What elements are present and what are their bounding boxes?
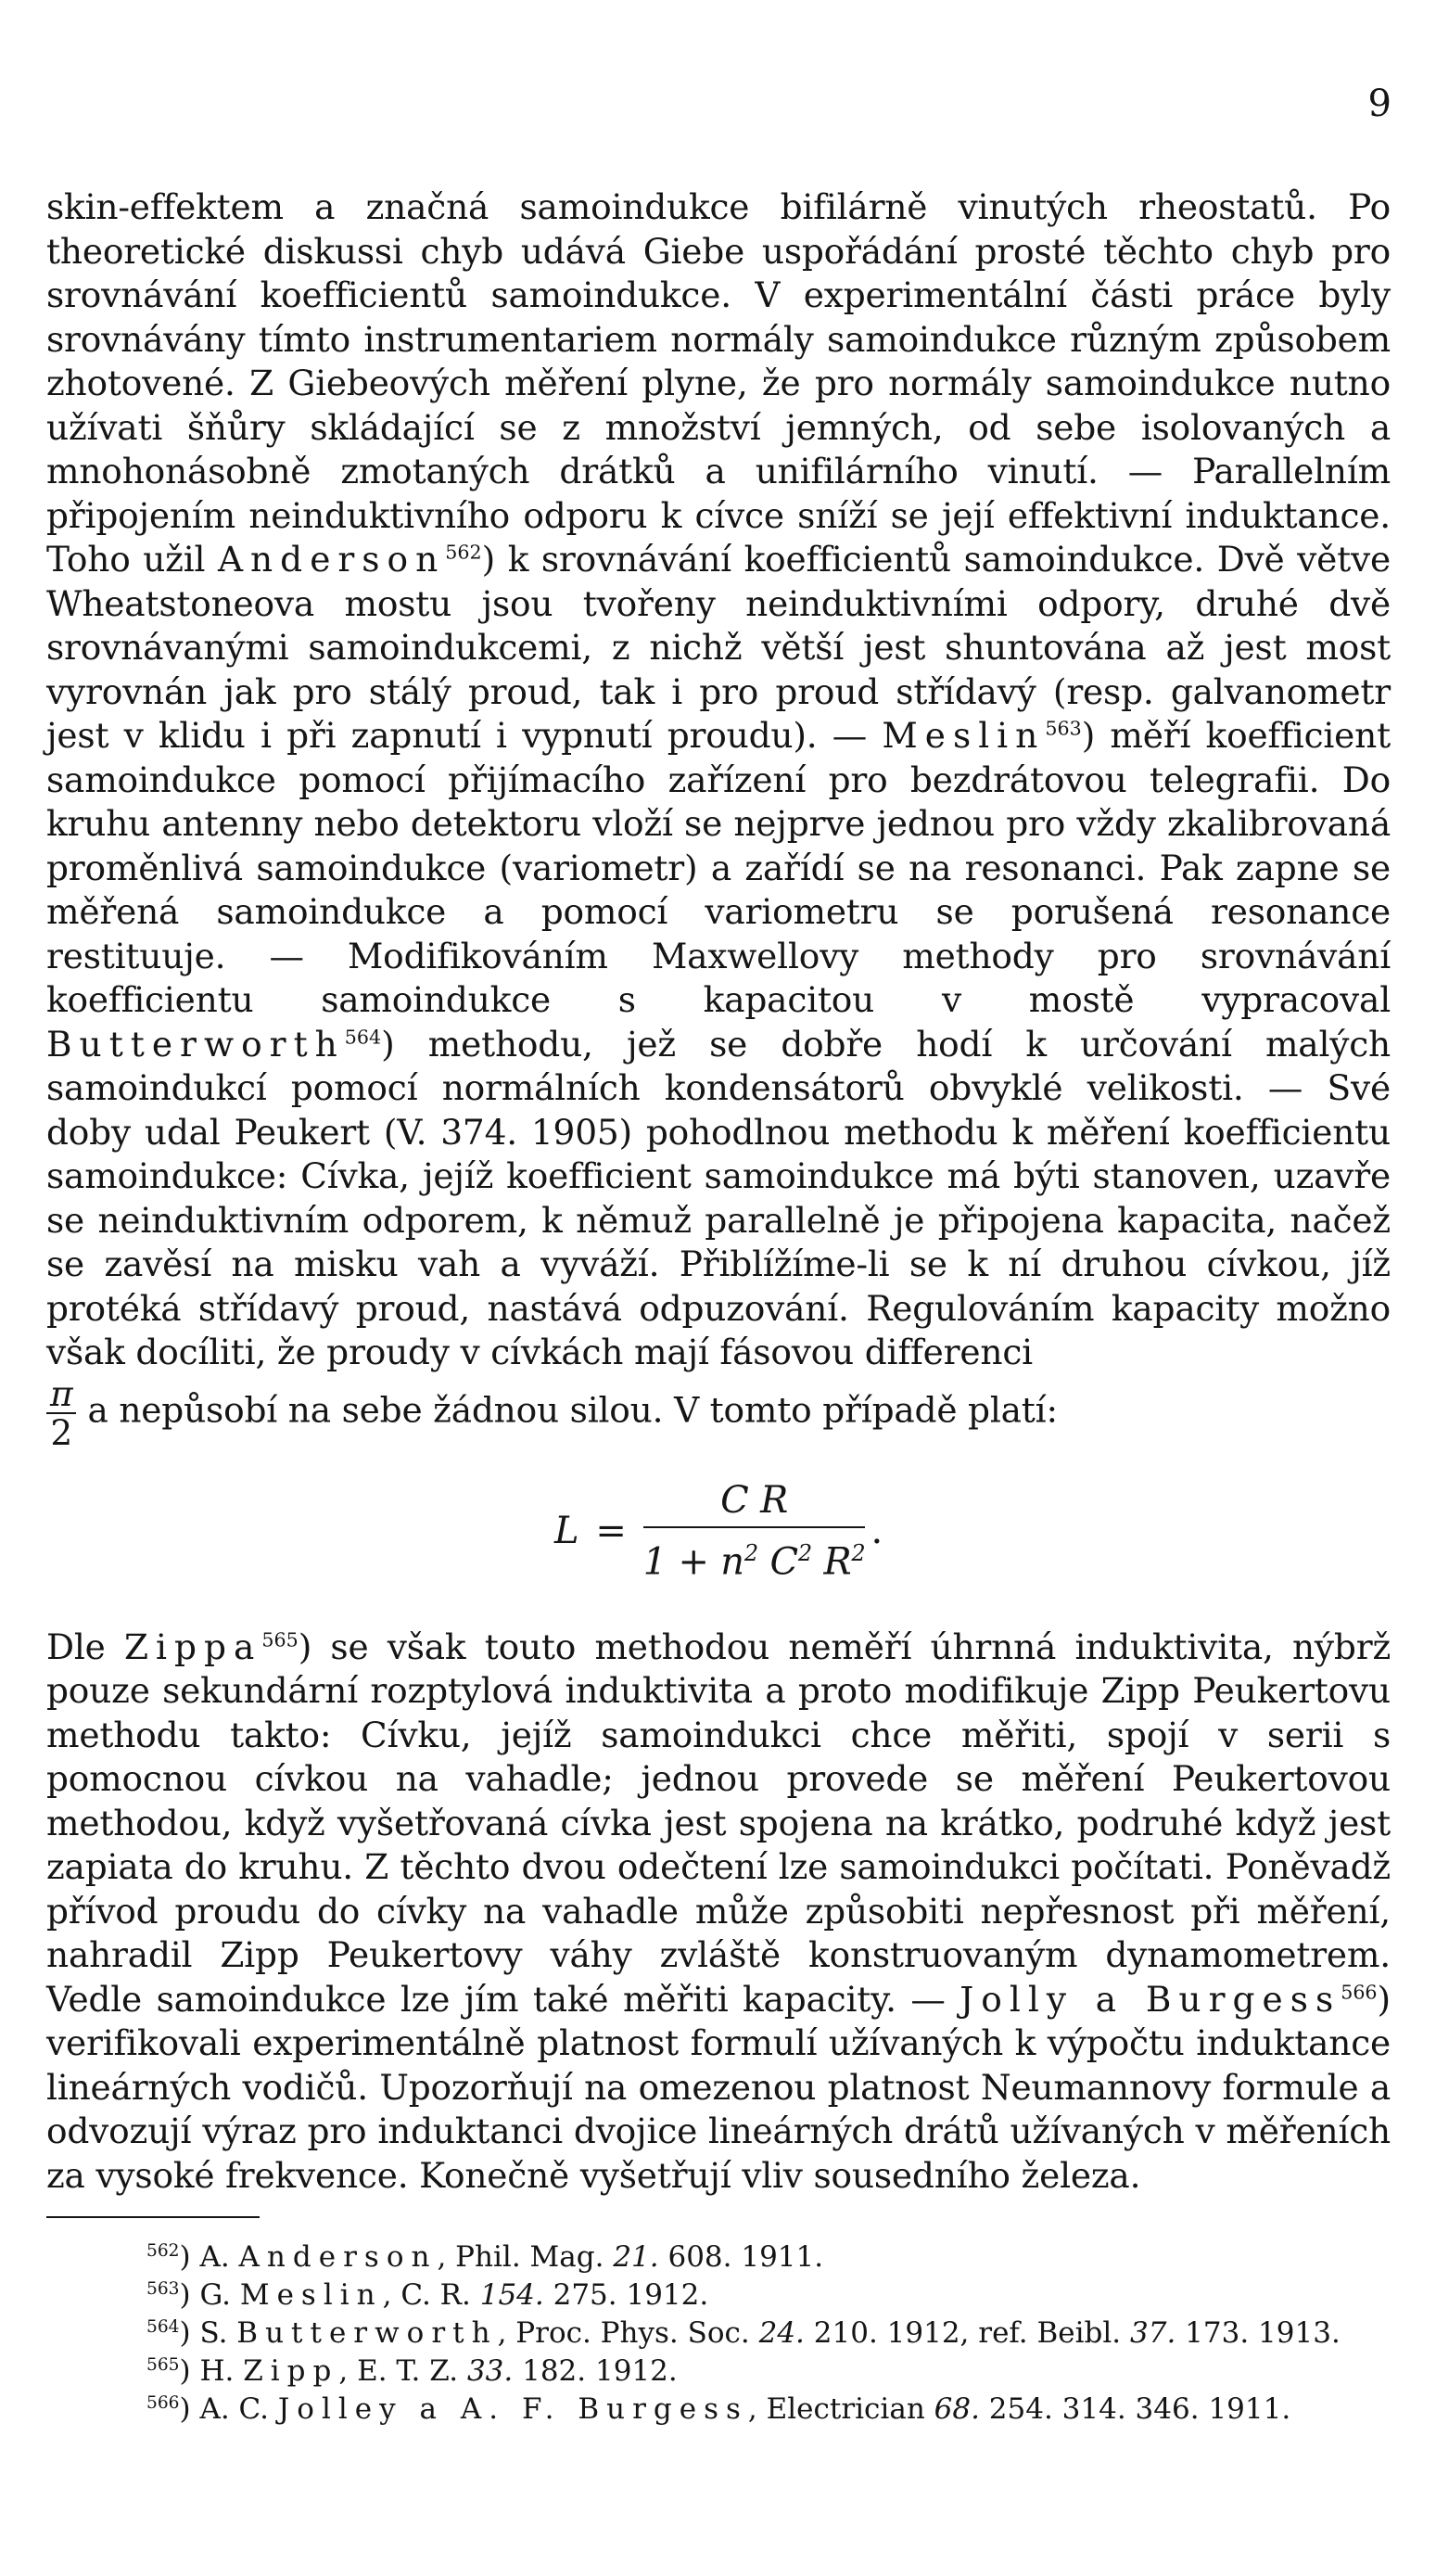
- footnote-ref-564[interactable]: 564: [344, 1026, 382, 1049]
- text-run: a nepůsobí na sebe žádnou silou. V tomto případě platí:: [87, 1389, 1058, 1430]
- footnote-ref-563[interactable]: 563: [1045, 717, 1082, 740]
- text-run: Dle: [46, 1626, 124, 1667]
- text-run: skin-effektem a značná samoindukce bifilárně vinutých rheostatů. Po theoretické diskussi chyb udává Giebe uspořádání prosté těchto chyb pro srovnávání koefficientů samoindukce. V experimentální části práce byly srovnávány tímto instrumentariem normály samoindukce různým způsobem zhotovené. Z Giebeových měření plyne, že pro normály samoindukce nutno užívati šňůry skládající se z množství jemných, od sebe isolovaných a mnohonásobně zmotaných drátků a unifilárního vinutí. — Parallelním připojením neinduktivního odporu k cívce sníží se její effektivní induktance. Toho užil: [46, 186, 1391, 580]
- author-zipp: Zippa: [123, 1626, 262, 1667]
- formula-exponent: 2: [743, 1540, 758, 1566]
- footnote-volume: 68.: [934, 2392, 980, 2426]
- formula-term: R: [811, 1540, 852, 1584]
- page-number: 9: [1367, 83, 1392, 125]
- fraction-pi-over-2: [46, 1372, 76, 1453]
- formula-denominator: [643, 1528, 866, 1585]
- footnote-text: ) S.: [179, 2316, 237, 2350]
- author-anderson: Anderson: [217, 539, 446, 580]
- footnote-divider: [46, 2216, 260, 2218]
- formula-exponent: 2: [797, 1540, 812, 1566]
- footnote-text: , Electrician: [747, 2392, 934, 2426]
- footnote-author: Zipp: [243, 2354, 339, 2388]
- footnote-563: [46, 2276, 1391, 2315]
- footnote-mark: 566: [146, 2392, 180, 2413]
- author-meslin: Meslin: [882, 715, 1046, 756]
- footnote-volume: 24.: [758, 2316, 805, 2350]
- footnotes: [46, 2238, 1391, 2429]
- footnote-volume: 37.: [1130, 2316, 1176, 2350]
- footnote-text: , Proc. Phys. Soc.: [497, 2316, 759, 2350]
- footnote-text: 182. 1912.: [513, 2354, 678, 2388]
- formula-equals: =: [595, 1509, 627, 1552]
- footnote-text: , Phil. Mag.: [437, 2240, 614, 2274]
- footnote-ref-566[interactable]: 566: [1341, 1981, 1378, 2004]
- footnote-ref-562[interactable]: 562: [445, 541, 482, 564]
- paragraph-2: [46, 1626, 1391, 2199]
- footnote-author: Jolley a A. F. Burgess: [277, 2392, 748, 2426]
- footnote-text: ) H.: [179, 2354, 244, 2388]
- footnote-562: [46, 2238, 1391, 2276]
- footnote-ref-565[interactable]: 565: [261, 1628, 299, 1651]
- footnote-565: [46, 2353, 1391, 2391]
- footnote-564: [46, 2315, 1391, 2353]
- footnote-text: , C. R.: [382, 2278, 480, 2312]
- fraction-denominator: 2: [50, 1411, 73, 1453]
- text-run: ) se však touto methodou neměří úhrnná induktivita, nýbrž pouze sekundární rozptylová induktivita a proto modifikuje Zipp Peukertovu methodu takto: Cívku, jejíž samoindukci chce měřiti, spojí v serii s pomocnou cívkou na vahadle; jednou provede se měření Peukertovou methodou, když vyšetřovaná cívka jest spojena na krátko, podruhé když jest zapiata do kruhu. Z těchto dvou odečtení lze samoindukci počítati. Poněvadž přívod proudu do cívky na vahadle může způsobiti nepřesnost při měření, nahradil Zipp Peukertovy váhy zvláště konstruovaným dynamometrem. Vedle samoindukce lze jím také měřiti kapacity. —: [46, 1626, 1391, 2020]
- footnote-mark: 563: [146, 2278, 180, 2299]
- footnote-text: 275. 1912.: [543, 2278, 709, 2312]
- text-run: ) verifikovali experimentálně platnost formulí užívaných k výpočtu induktance lineárných vodičů. Upozorňují na omezenou platnost Neumannovy formule a odvozují výraz pro induktanci dvojice lineárných drátů užívaných v měřeních za vysoké frekvence. Konečně vyšetřují vliv sousedního železa.: [46, 1978, 1391, 2196]
- text-run: ) k srovnávání koefficientů samoindukce. Dvě větve Wheatstoneova mostu jsou tvořeny neinduktivními odpory, druhé dvě srovnávanými samoindukcemi, z nichž větší jest shuntována až jest most vyrovnán jak pro stálý proud, tak i pro proud střídavý (resp. galvanometr jest v klidu i při zapnutí i vypnutí proudu). —: [46, 539, 1391, 756]
- footnote-text: ) G.: [179, 2278, 240, 2312]
- paragraph-1: [46, 185, 1391, 1451]
- footnote-volume: 21.: [613, 2240, 659, 2274]
- formula-period: .: [870, 1509, 883, 1552]
- footnote-mark: 564: [146, 2316, 180, 2337]
- footnote-volume: 154.: [479, 2278, 544, 2312]
- footnote-author: Meslin: [239, 2278, 383, 2312]
- footnote-text: ) A.: [179, 2240, 239, 2274]
- main-text: [46, 185, 1391, 2198]
- footnote-text: ) A. C.: [179, 2392, 278, 2426]
- author-jolly-burgess: Jolly a Burgess: [959, 1978, 1341, 2020]
- formula-lhs: L: [554, 1509, 579, 1552]
- formula-fraction: [643, 1479, 866, 1585]
- formula-term: 1 + n: [642, 1540, 744, 1584]
- footnote-text: 210. 1912, ref. Beibl.: [804, 2316, 1131, 2350]
- footnote-text: 608. 1911.: [658, 2240, 824, 2274]
- text-run: ) měří koefficient samoindukce pomocí přijímacího zařízení pro bezdrátovou telegrafii. Do kruhu antenny nebo detektoru vloží se nejprve jednou pro vždy zkalibrovaná proměnlivá samoindukce (variometr) a zařídí se na resonanci. Pak zapne se měřená samoindukce a pomocí variometru se porušená resonance restituuje. — Modifikováním Maxwellovy methody pro srovnávání koefficientu samoindukce s kapacitou v mostě vypracoval: [46, 715, 1391, 1020]
- formula-term: C: [757, 1540, 798, 1584]
- footnote-text: , E. T. Z.: [338, 2354, 467, 2388]
- footnote-author: Anderson: [238, 2240, 438, 2274]
- footnote-566: [46, 2391, 1391, 2429]
- footnote-text: 254. 314. 346. 1911.: [979, 2392, 1291, 2426]
- footnote-text: 173. 1913.: [1175, 2316, 1341, 2350]
- text-run: ) methodu, jež se dobře hodí k určování malých samoindukcí pomocí normálních kondensátorů obvyklé velikosti. — Své doby udal Peukert (V. 374. 1905) pohodlnou methodu k měření koefficientu samoindukce: Cívka, jejíž koefficient samoindukce má býti stanoven, uzavře se neinduktivním odporem, k němuž parallelně je připojena kapacita, načež se zavěsí na misku vah a vyváží. Přiblížíme-li se k ní druhou cívkou, jíž protéká střídavý proud, nastává odpuzování. Regulováním kapacity možno však docíliti, že proudy v cívkách mají fásovou differenci: [46, 1023, 1391, 1372]
- formula-numerator: C R: [643, 1479, 866, 1529]
- footnote-mark: 562: [146, 2240, 180, 2261]
- footnote-volume: 33.: [466, 2354, 514, 2388]
- formula-inductance: [46, 1479, 1391, 1585]
- formula-exponent: 2: [851, 1540, 866, 1566]
- author-butterworth: Butterworth: [46, 1023, 345, 1065]
- footnote-author: Butterworth: [236, 2316, 498, 2350]
- fraction-numerator: π: [46, 1375, 76, 1414]
- footnote-mark: 565: [146, 2354, 180, 2375]
